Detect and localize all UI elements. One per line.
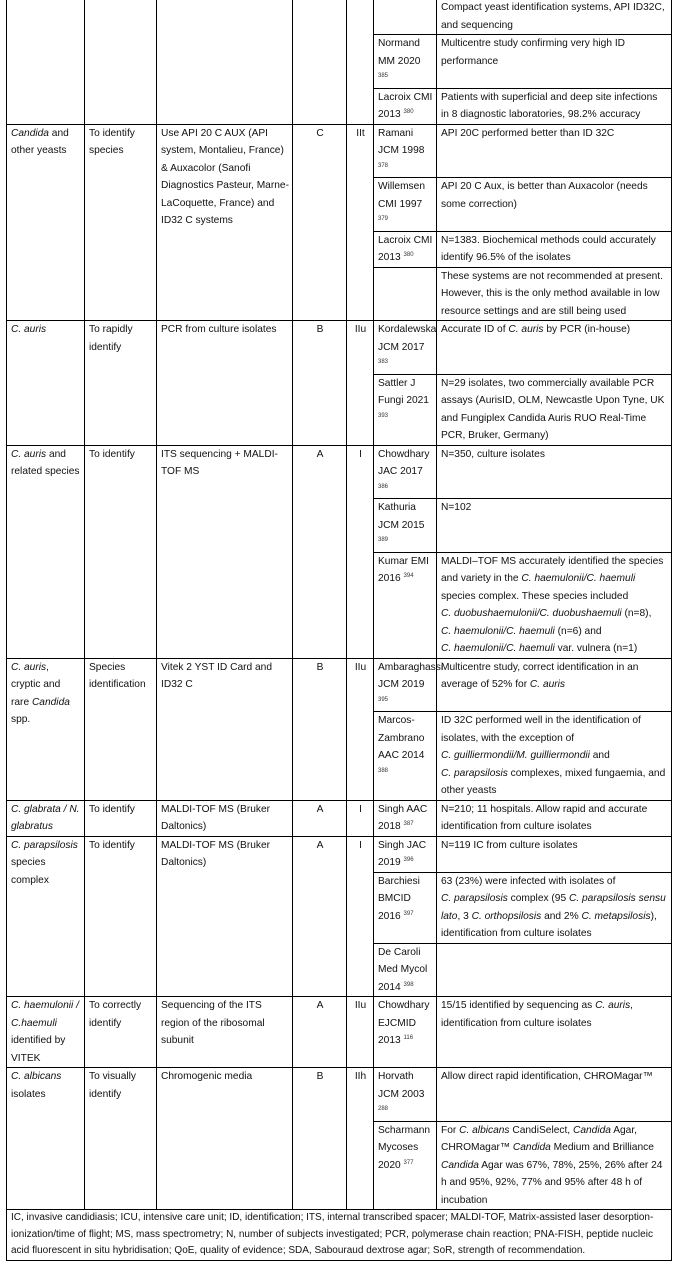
population-text: and other yeasts — [11, 127, 69, 156]
intention-text: To identify — [89, 448, 135, 460]
reference-text: Kathuria JCM 2015 — [378, 502, 425, 531]
population-cell — [7, 321, 85, 446]
comment-text: N=210; 11 hospitals. Allow rapid and accurate identification from culture isolates — [441, 803, 648, 832]
comment-italic: C. auris — [595, 1000, 631, 1011]
comment-text: 63 (23%) were infected with isolates of — [441, 875, 616, 887]
comment-text: N=119 IC from culture isolates — [441, 839, 578, 851]
intervention-cell — [157, 0, 293, 124]
population-cell — [7, 445, 85, 658]
reference-cell — [374, 1121, 437, 1210]
comment-italic: C. parapsilosis — [441, 893, 508, 904]
reference-text: Chowdhary JAC 2017 — [378, 448, 430, 477]
comment-cell — [437, 231, 672, 267]
population-italic: C. albicans — [11, 1071, 62, 1082]
table-footnote-row — [7, 1210, 672, 1261]
population-cell — [7, 800, 85, 836]
comment-cell — [437, 124, 672, 178]
reference-cell — [374, 499, 437, 553]
comment-text: complex (95 — [507, 893, 569, 904]
table-row — [7, 836, 672, 872]
intention-cell — [85, 124, 157, 321]
reference-cell — [374, 35, 437, 89]
population-italic: C. parapsilosis — [11, 839, 78, 851]
reference-number: 116 — [403, 1035, 414, 1041]
comment-italic: C. duobushaemulonii/C. duobushaemuli — [441, 608, 622, 619]
comment-cell — [437, 1068, 672, 1122]
comment-italic: C. guilliermondii/M. guilliermondii — [441, 750, 590, 761]
reference-number: 380 — [403, 109, 414, 115]
comment-text: and 2% — [541, 910, 582, 922]
comment-text: For — [441, 1124, 460, 1136]
qoe-cell — [347, 445, 374, 658]
reference-cell — [374, 800, 437, 836]
comment-text: (n=8), — [621, 608, 652, 619]
reference-text: Horvath JCM 2003 — [378, 1071, 425, 1100]
sor-cell — [293, 836, 347, 997]
table-row — [7, 997, 672, 1068]
intervention-cell — [157, 658, 293, 800]
comment-text: 15/15 identified by sequencing as — [441, 1000, 596, 1011]
intention-text: To identify — [89, 803, 135, 815]
population-italic: C. glabrata / N. glabratus — [11, 803, 80, 832]
comment-cell — [437, 178, 672, 232]
reference-cell — [374, 712, 437, 801]
comment-cell — [437, 321, 672, 375]
qoe-value: IIh — [354, 1071, 367, 1082]
comment-text: (n=6) and — [554, 625, 602, 637]
table-row — [7, 800, 672, 836]
reference-cell — [374, 231, 437, 267]
comment-text: Medium and Brilliance — [550, 1142, 654, 1153]
population-cell — [7, 997, 85, 1068]
footnote-text: IC, invasive candidiasis; ICU, intensive care unit; ID, identification; ITS, internal transcribed spacer; MALDI-TOF, Matrix-assisted laser desorption-ionization/time of flight; MS, mass spectrometry; N, number of subjects investigated; PCR, polymerase chain reaction; PNA-FISH, peptide nucleic acid fluorescent in situ hybridisation; QoE, quality of evidence; SDA, Sabouraud dextrose agar; SoR, strength of recommendation. — [11, 1212, 654, 1256]
table-row — [7, 321, 672, 375]
population-text: spp. — [11, 714, 31, 725]
comment-text: Allow direct rapid identification, CHROMagar™ — [441, 1071, 653, 1082]
sor-value: A — [316, 839, 324, 851]
comment-cell — [437, 800, 672, 836]
intervention-text: MALDI-TOF MS (Bruker Daltonics) — [161, 839, 271, 868]
reference-text: Kumar EMI 2016 — [378, 555, 429, 584]
reference-text: Marcos-Zambrano AAC 2014 — [378, 715, 425, 761]
comment-italic: Candida — [441, 1159, 479, 1171]
reference-text: Chowdhary EJCMID 2013 — [378, 1000, 430, 1046]
abbreviations-footnote — [7, 1210, 672, 1261]
reference-text: Ramani JCM 1998 — [378, 127, 425, 156]
comment-italic: Candida — [512, 1142, 551, 1153]
sor-value: C — [316, 127, 324, 139]
population-cell — [7, 658, 85, 800]
reference-number: 397 — [403, 910, 414, 917]
comment-text: N=29 isolates, two commercially available PCR assays (AurisID, OLM, Newcastle Upon Tyne, UK and Fungiplex Candida Auris RUO Real-Time PCR, Bruker, Germany) — [441, 377, 665, 441]
intention-cell — [85, 800, 157, 836]
comment-text: API 20C performed better than ID 32C — [441, 127, 615, 139]
population-cell — [7, 0, 85, 124]
comment-text: var. vulnera (n=1) — [554, 643, 638, 654]
reference-number: 393 — [378, 412, 389, 419]
reference-cell — [374, 124, 437, 178]
intention-cell — [85, 997, 157, 1068]
intervention-text: ITS sequencing + MALDI-TOF MS — [161, 448, 278, 477]
table-row — [7, 0, 672, 35]
intervention-cell — [157, 1068, 293, 1210]
comment-text: by PCR (in-house) — [543, 324, 631, 335]
population-cell — [7, 836, 85, 997]
comment-text: MALDI–TOF MS accurately identified the species and variety in the — [441, 555, 664, 584]
table-row — [7, 445, 672, 499]
reference-text: De Caroli Med Mycol 2014 — [378, 946, 428, 993]
comment-text: Patients with superficial and deep site infections in 8 diagnostic laboratories, 98.2% accuracy — [441, 91, 658, 120]
comment-cell — [437, 445, 672, 499]
reference-number: 394 — [403, 573, 414, 579]
reference-cell — [374, 178, 437, 232]
reference-cell — [374, 88, 437, 124]
population-italic: Candida — [11, 127, 49, 139]
evidence-table — [6, 0, 672, 1261]
sor-cell — [293, 0, 347, 124]
reference-number: 386 — [378, 483, 389, 490]
population-text: , cryptic and rare — [11, 661, 61, 708]
comment-cell — [437, 88, 672, 124]
qoe-value: I — [359, 839, 362, 851]
qoe-value: IIu — [354, 1000, 367, 1011]
reference-cell — [374, 872, 437, 943]
evidence-table-container — [6, 0, 671, 1261]
comment-text: N=350, culture isolates — [441, 448, 545, 460]
population-text: and related species — [11, 448, 80, 477]
comment-text: Accurate ID of — [441, 324, 509, 335]
comment-cell — [437, 1121, 672, 1210]
population-italic: C. auris — [11, 661, 47, 673]
sor-cell — [293, 124, 347, 321]
comment-text: complexes, mixed fungaemia, and other yeasts — [441, 767, 666, 796]
sor-cell — [293, 445, 347, 658]
qoe-cell — [347, 124, 374, 321]
comment-italic: C. albicans — [459, 1124, 510, 1136]
reference-text: Singh JAC 2019 — [378, 839, 427, 868]
reference-number: 395 — [378, 696, 389, 703]
reference-cell — [374, 0, 437, 35]
intention-text: To rapidly identify — [89, 324, 133, 353]
population-cell — [7, 124, 85, 321]
intervention-text: PCR from culture isolates — [161, 324, 277, 335]
qoe-cell — [347, 836, 374, 997]
intention-cell — [85, 836, 157, 997]
sor-cell — [293, 1068, 347, 1210]
comment-italic: Candida — [572, 1124, 611, 1136]
reference-number: 378 — [378, 162, 389, 169]
qoe-cell — [347, 1068, 374, 1210]
reference-number: 389 — [378, 537, 389, 543]
table-row — [7, 1068, 672, 1122]
comment-italic: C. auris — [529, 679, 566, 690]
comment-cell — [437, 872, 672, 943]
qoe-value: IIu — [354, 324, 367, 335]
reference-text: Normand MM 2020 — [378, 38, 421, 67]
comment-cell — [437, 499, 672, 553]
reference-cell — [374, 321, 437, 375]
qoe-value: IIu — [354, 661, 367, 673]
intervention-cell — [157, 997, 293, 1068]
intervention-text: Chromogenic media — [161, 1071, 253, 1082]
comment-cell — [437, 836, 672, 872]
reference-number: 288 — [378, 1106, 389, 1112]
intervention-cell — [157, 321, 293, 446]
intention-text: Species identification — [89, 661, 146, 690]
comment-cell — [437, 0, 672, 35]
comment-text: Agar was 67%, 78%, 25%, 26% after 24 h and 95%, 92%, 77% and 95% after 48 h of incubation — [441, 1159, 663, 1206]
reference-text: Kordalewska JCM 2017 — [378, 324, 437, 353]
sor-cell — [293, 658, 347, 800]
population-text: isolates — [11, 1088, 46, 1100]
intervention-cell — [157, 445, 293, 658]
sor-value: B — [316, 1071, 324, 1082]
comment-italic: C. auris — [508, 324, 544, 335]
reference-cell — [374, 997, 437, 1068]
comment-text: ), identification from culture isolates — [441, 910, 657, 939]
qoe-value: I — [359, 448, 362, 460]
comment-text: , 3 — [457, 910, 472, 922]
comment-text: Multicentre study, correct identification in an average of 52% for — [441, 661, 639, 690]
reference-cell — [374, 552, 437, 658]
comment-text: Agar, CHROMagar™ — [441, 1124, 637, 1153]
qoe-value: I — [359, 803, 362, 815]
intention-text: To visually identify — [89, 1071, 136, 1100]
population-italic: C. auris — [11, 448, 47, 460]
intervention-cell — [157, 800, 293, 836]
reference-text: Lacroix CMI 2013 — [378, 91, 433, 120]
comment-text: CandiSelect, — [509, 1124, 573, 1136]
sor-cell — [293, 321, 347, 446]
reference-number: 387 — [403, 821, 414, 827]
comment-italic: C. metapsilosis — [581, 910, 651, 922]
population-text: identified by VITEK — [11, 1035, 66, 1064]
qoe-cell — [347, 658, 374, 800]
sor-value: A — [316, 448, 324, 460]
comment-italic: C. orthopsilosis — [471, 910, 542, 922]
table-row — [7, 658, 672, 712]
intention-cell — [85, 1068, 157, 1210]
intention-cell — [85, 445, 157, 658]
qoe-cell — [347, 800, 374, 836]
population-text: species complex — [11, 857, 49, 886]
reference-text: Ambaraghassi JCM 2019 — [378, 661, 444, 690]
reference-cell — [374, 267, 437, 321]
intention-text: To identify species — [89, 127, 135, 156]
comment-text: These systems are not recommended at present. However, this is the only method available in low resource settings and are still being used — [441, 270, 663, 317]
intervention-cell — [157, 836, 293, 997]
reference-text: Barchiesi BMCID 2016 — [378, 875, 420, 922]
comment-italic: C. parapsilosis — [441, 767, 508, 779]
intention-cell — [85, 0, 157, 124]
intervention-text: Sequencing of the ITS region of the ribosomal subunit — [161, 1000, 265, 1046]
comment-text: API 20 C Aux, is better than Auxacolor (needs some correction) — [441, 181, 648, 210]
comment-text: Compact yeast identification systems, API ID32C, and sequencing — [441, 2, 665, 31]
comment-text: Multicentre study confirming very high ID performance — [441, 38, 626, 67]
reference-cell — [374, 1068, 437, 1122]
reference-text: Scharmann Mycoses 2020 — [378, 1124, 431, 1171]
reference-number: 377 — [403, 1159, 414, 1166]
reference-number: 396 — [403, 857, 414, 863]
intervention-text: Use API 20 C AUX (API system, Montalieu, France) & Auxacolor (Sanofi Diagnostics Pasteur, Marne-LaCoquette, France) and ID32 C systems — [161, 127, 289, 226]
intention-cell — [85, 321, 157, 446]
comment-cell — [437, 552, 672, 658]
reference-text: Sattler J Fungi 2021 — [378, 377, 429, 406]
population-italic: Candida — [31, 696, 70, 708]
population-italic: C. auris — [11, 324, 47, 335]
reference-cell — [374, 943, 437, 997]
reference-number: 379 — [378, 216, 389, 222]
sor-value: B — [316, 661, 324, 673]
comment-italic: C. haemulonii/C. haemuli — [521, 573, 636, 584]
comment-text: N=1383. Biochemical methods could accurately identify 96.5% of the isolates — [441, 234, 656, 263]
comment-text: and — [589, 750, 610, 761]
comment-cell — [437, 997, 672, 1068]
intervention-text: Vitek 2 YST ID Card and ID32 C — [161, 661, 272, 690]
intention-cell — [85, 658, 157, 800]
comment-italic: C. parapsilosis sensu lato — [441, 893, 666, 922]
intervention-text: MALDI-TOF MS (Bruker Daltonics) — [161, 803, 271, 832]
intention-text: To correctly identify — [89, 1000, 142, 1029]
comment-text: ID 32C performed well in the identification of isolates, with the exception of — [441, 715, 641, 744]
reference-number: 383 — [378, 359, 389, 365]
intention-text: To identify — [89, 839, 135, 851]
qoe-cell — [347, 0, 374, 124]
comment-cell — [437, 658, 672, 712]
reference-text: Willemsen CMI 1997 — [378, 181, 425, 210]
reference-text: Lacroix CMI 2013 — [378, 234, 433, 263]
comment-italic: C. haemulonii/C. haemuli — [441, 643, 555, 654]
comment-cell — [437, 374, 672, 445]
comment-text: N=102 — [441, 502, 472, 513]
intervention-cell — [157, 124, 293, 321]
comment-cell — [437, 712, 672, 801]
population-italic: C. haemulonii / C.haemuli — [11, 1000, 79, 1029]
reference-cell — [374, 374, 437, 445]
sor-value: B — [316, 324, 324, 335]
comment-cell — [437, 35, 672, 89]
qoe-value: IIt — [356, 127, 365, 139]
reference-number: 385 — [378, 73, 389, 79]
qoe-cell — [347, 321, 374, 446]
sor-value: A — [316, 1000, 324, 1011]
reference-cell — [374, 836, 437, 872]
reference-text: Singh AAC 2018 — [378, 803, 428, 832]
qoe-cell — [347, 997, 374, 1068]
reference-number: 398 — [403, 981, 414, 988]
table-row — [7, 124, 672, 178]
population-cell — [7, 1068, 85, 1210]
reference-number: 380 — [403, 252, 414, 258]
reference-cell — [374, 658, 444, 712]
sor-cell — [293, 997, 347, 1068]
reference-number: 388 — [378, 767, 389, 774]
comment-cell — [437, 943, 672, 997]
comment-text: species complex. These species included — [441, 590, 629, 602]
comment-text: , identification from culture isolates — [441, 1000, 634, 1029]
comment-cell — [437, 267, 672, 321]
reference-cell — [374, 445, 437, 499]
comment-italic: C. haemulonii/C. haemuli — [441, 625, 555, 637]
sor-cell — [293, 800, 347, 836]
sor-value: A — [316, 803, 324, 815]
